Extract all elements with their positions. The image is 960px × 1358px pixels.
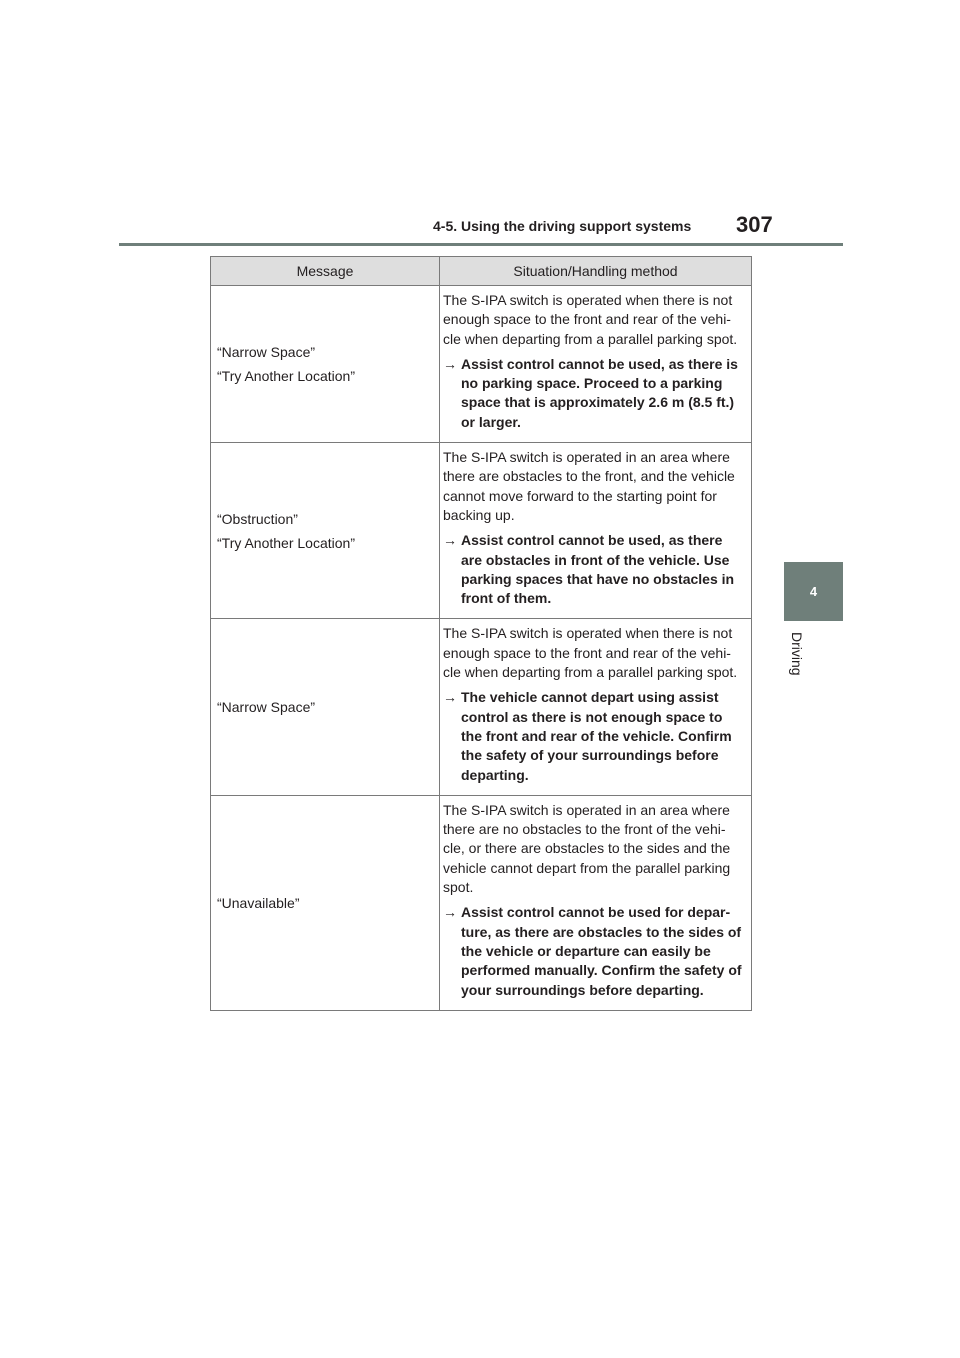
handling-text: Assist control cannot be used for depar-ture, as there are obstacles to the sides of the vehicle or departure can easily be performed manually. Confirm the safety of your surroundings before departing. <box>461 904 742 998</box>
page-number: 307 <box>736 212 773 237</box>
situation-cell <box>440 619 752 795</box>
header-situation: Situation/Handling method <box>440 257 752 286</box>
message-cell <box>211 619 440 795</box>
arrow-icon: → <box>443 689 457 706</box>
situation-text: The S-IPA switch is operated in an area where there are obstacles to the front, and the vehicle cannot move forward to the starting point for backing up. <box>443 449 735 523</box>
message-cell <box>211 286 440 443</box>
table-row <box>211 619 752 795</box>
table-header-row <box>211 257 752 286</box>
handling-method <box>443 903 747 999</box>
situation-text: The S-IPA switch is operated in an area where there are no obstacles to the front of the vehi-cle, or there are obstacles to the sides and the vehicle cannot depart from the parallel parking spot. <box>443 801 731 896</box>
situation-cell <box>440 795 752 1010</box>
chapter-tab <box>784 562 843 621</box>
handling-text: Assist control cannot be used, as there is no parking space. Proceed to a parking space that is approximately 2.6 m (8.5 ft.) or larger. <box>461 355 738 430</box>
message-text: “Narrow Space” <box>217 344 316 361</box>
chapter-label: Driving <box>789 632 805 676</box>
message-text: “Narrow Space” <box>217 699 316 716</box>
table-row <box>211 795 752 1010</box>
handling-method <box>443 355 747 432</box>
message-text: “Try Another Location” <box>217 534 355 551</box>
message-cell <box>211 795 440 1010</box>
header-rule <box>119 243 843 246</box>
message-text: “Unavailable” <box>217 894 300 911</box>
message-text: “Obstruction” <box>217 510 298 527</box>
chapter-number: 4 <box>809 584 818 599</box>
message-table <box>210 256 752 1011</box>
table-row <box>211 443 752 619</box>
table-row <box>211 286 752 443</box>
situation-cell <box>440 286 752 443</box>
section-title: 4-5. Using the driving support systems <box>433 218 692 234</box>
handling-text: The vehicle cannot depart using assist control as there is not enough space to the front and rear of the vehicle. Confirm the safety of your surroundings before departing. <box>461 689 732 783</box>
header-message: Message <box>211 257 440 286</box>
arrow-icon: → <box>443 904 457 921</box>
situation-text: The S-IPA switch is operated when there is not enough space to the front and rear of the vehi-cle when departing from a parallel parking spot. <box>443 625 738 681</box>
handling-text: Assist control cannot be used, as there are obstacles in front of the vehicle. Use parking spaces that have no obstacles in front of them. <box>461 532 735 607</box>
handling-method <box>443 688 747 784</box>
arrow-icon: → <box>443 355 457 372</box>
arrow-icon: → <box>443 532 457 549</box>
situation-cell <box>440 443 752 619</box>
situation-text: The S-IPA switch is operated when there is not enough space to the front and rear of the vehi-cle when departing from a parallel parking spot. <box>443 292 738 347</box>
handling-method <box>443 531 747 608</box>
message-cell <box>211 443 440 619</box>
message-text: “Try Another Location” <box>217 368 355 385</box>
